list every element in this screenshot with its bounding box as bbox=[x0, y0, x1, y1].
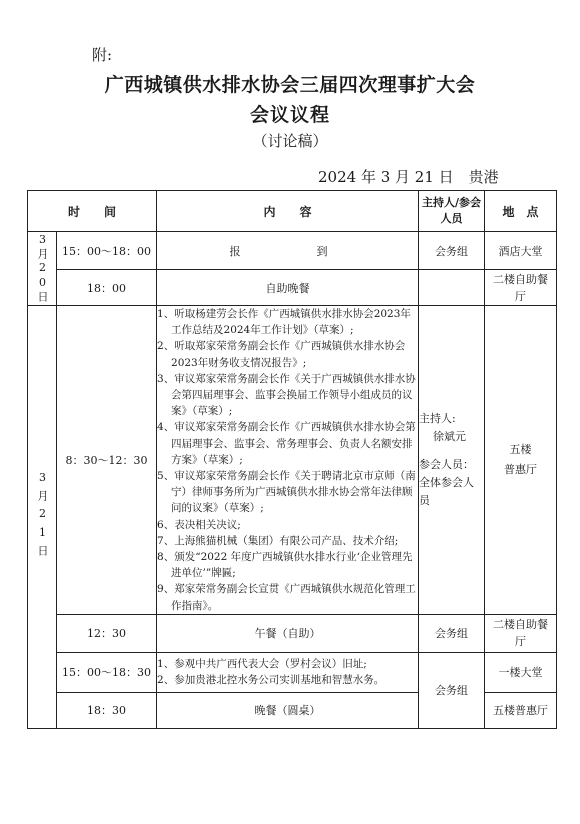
agenda-item: 5、审议郑家荣常务副会长作《关于聘请北京市京师（南宁）律师事务所为广西城镇供水排水协会常年法律顾问的议案》（草案）; bbox=[157, 470, 416, 515]
header-host: 主持人/参会人员 bbox=[419, 191, 485, 232]
location-cell: 二楼自助餐厅 bbox=[485, 270, 557, 306]
agenda-item: 2、听取郑家荣常务副会长作《广西城镇供水排水协会2023年财务收支情况报告》; bbox=[157, 340, 406, 369]
time-cell: 18：00 bbox=[57, 270, 157, 306]
location-cell: 二楼自助餐厅 bbox=[485, 614, 557, 652]
content-cell: 午餐（自助） bbox=[157, 614, 419, 652]
host-name: 徐斌元 bbox=[433, 429, 467, 443]
agenda-item: 1、参观中共广西代表大会（罗村会议）旧址; bbox=[157, 658, 367, 671]
table-row bbox=[28, 232, 557, 270]
content-cell bbox=[157, 306, 419, 615]
agenda-item: 2、参加贵港北控水务公司实训基地和智慧水务。 bbox=[157, 674, 385, 687]
host-cell bbox=[419, 270, 485, 306]
document-title-line2: 会议议程 bbox=[249, 104, 330, 126]
time-cell: 18：30 bbox=[57, 692, 157, 728]
header-location: 地 点 bbox=[485, 191, 557, 232]
agenda-item: 6、表决相关决议; bbox=[157, 518, 241, 531]
participants: 参会人员：全体参会人员 bbox=[419, 457, 475, 507]
draft-subtitle: （讨论稿） bbox=[252, 132, 328, 150]
location-hall: 普惠厅 bbox=[504, 462, 538, 476]
location-cell: 五楼普惠厅 bbox=[485, 692, 557, 728]
location-cell: 酒店大堂 bbox=[485, 232, 557, 270]
document-title: 广西城镇供水排水协会三届四次理事扩大会 bbox=[104, 74, 476, 96]
agenda-item: 4、审议郑家荣常务副会长作《广西城镇供水排水协会第四届理事会、监事会、常务理事会、负责人名额安排方案》（草案）; bbox=[157, 421, 416, 466]
time-cell: 12：30 bbox=[57, 614, 157, 652]
agenda-item: 9、郑家荣常务副会长宣贯《广西城镇供水规范化管理工作指南》。 bbox=[157, 583, 416, 612]
agenda-item: 8、颁发“2022 年度广西城镇供水排水行业‘企业管理先进单位’”牌匾; bbox=[157, 551, 413, 580]
table-header-row bbox=[28, 191, 557, 232]
header-content: 内 容 bbox=[157, 191, 419, 232]
day-label-march-20: 3月20日 bbox=[28, 232, 57, 306]
agenda-item: 3、审议郑家荣常务副会长作《关于广西城镇供水排水协会第四届理事会、监事会换届工作领导小组成员的议案》（草案）; bbox=[157, 372, 416, 418]
attachment-label: 附: bbox=[92, 46, 113, 64]
table-row bbox=[28, 306, 557, 615]
time-cell: 15：00～18：00 bbox=[57, 232, 157, 270]
host-cell: 会务组 bbox=[419, 652, 485, 728]
content-cell: 报 到 bbox=[157, 232, 419, 270]
header-time: 时 间 bbox=[28, 191, 157, 232]
location-cell bbox=[485, 306, 557, 615]
table-row bbox=[28, 652, 557, 692]
table-row bbox=[28, 270, 557, 306]
host-label: 主持人: bbox=[419, 411, 456, 425]
date-location: 2024 年 3 月 21 日 贵港 bbox=[318, 168, 499, 186]
content-cell: 自助晚餐 bbox=[157, 270, 419, 306]
location-floor: 五楼 bbox=[509, 442, 532, 456]
host-cell: 会务组 bbox=[419, 232, 485, 270]
host-cell: 会务组 bbox=[419, 614, 485, 652]
agenda-table bbox=[27, 190, 557, 729]
day-label-march-21: 3月21日 bbox=[28, 306, 57, 729]
table-row bbox=[28, 614, 557, 652]
host-cell bbox=[419, 306, 485, 615]
content-cell: 晚餐（圆桌） bbox=[157, 692, 419, 728]
time-cell: 15：00～18：30 bbox=[57, 652, 157, 692]
agenda-item: 1、听取杨建劳会长作《广西城镇供水排水协会2023年工作总结及2024年工作计划》（草案）; bbox=[157, 308, 411, 337]
agenda-item: 7、上海熊猫机械（集团）有限公司产品、技术介绍; bbox=[157, 534, 399, 547]
content-cell bbox=[157, 652, 419, 692]
time-cell: 8：30～12：30 bbox=[57, 306, 157, 615]
location-cell: 一楼大堂 bbox=[485, 652, 557, 692]
